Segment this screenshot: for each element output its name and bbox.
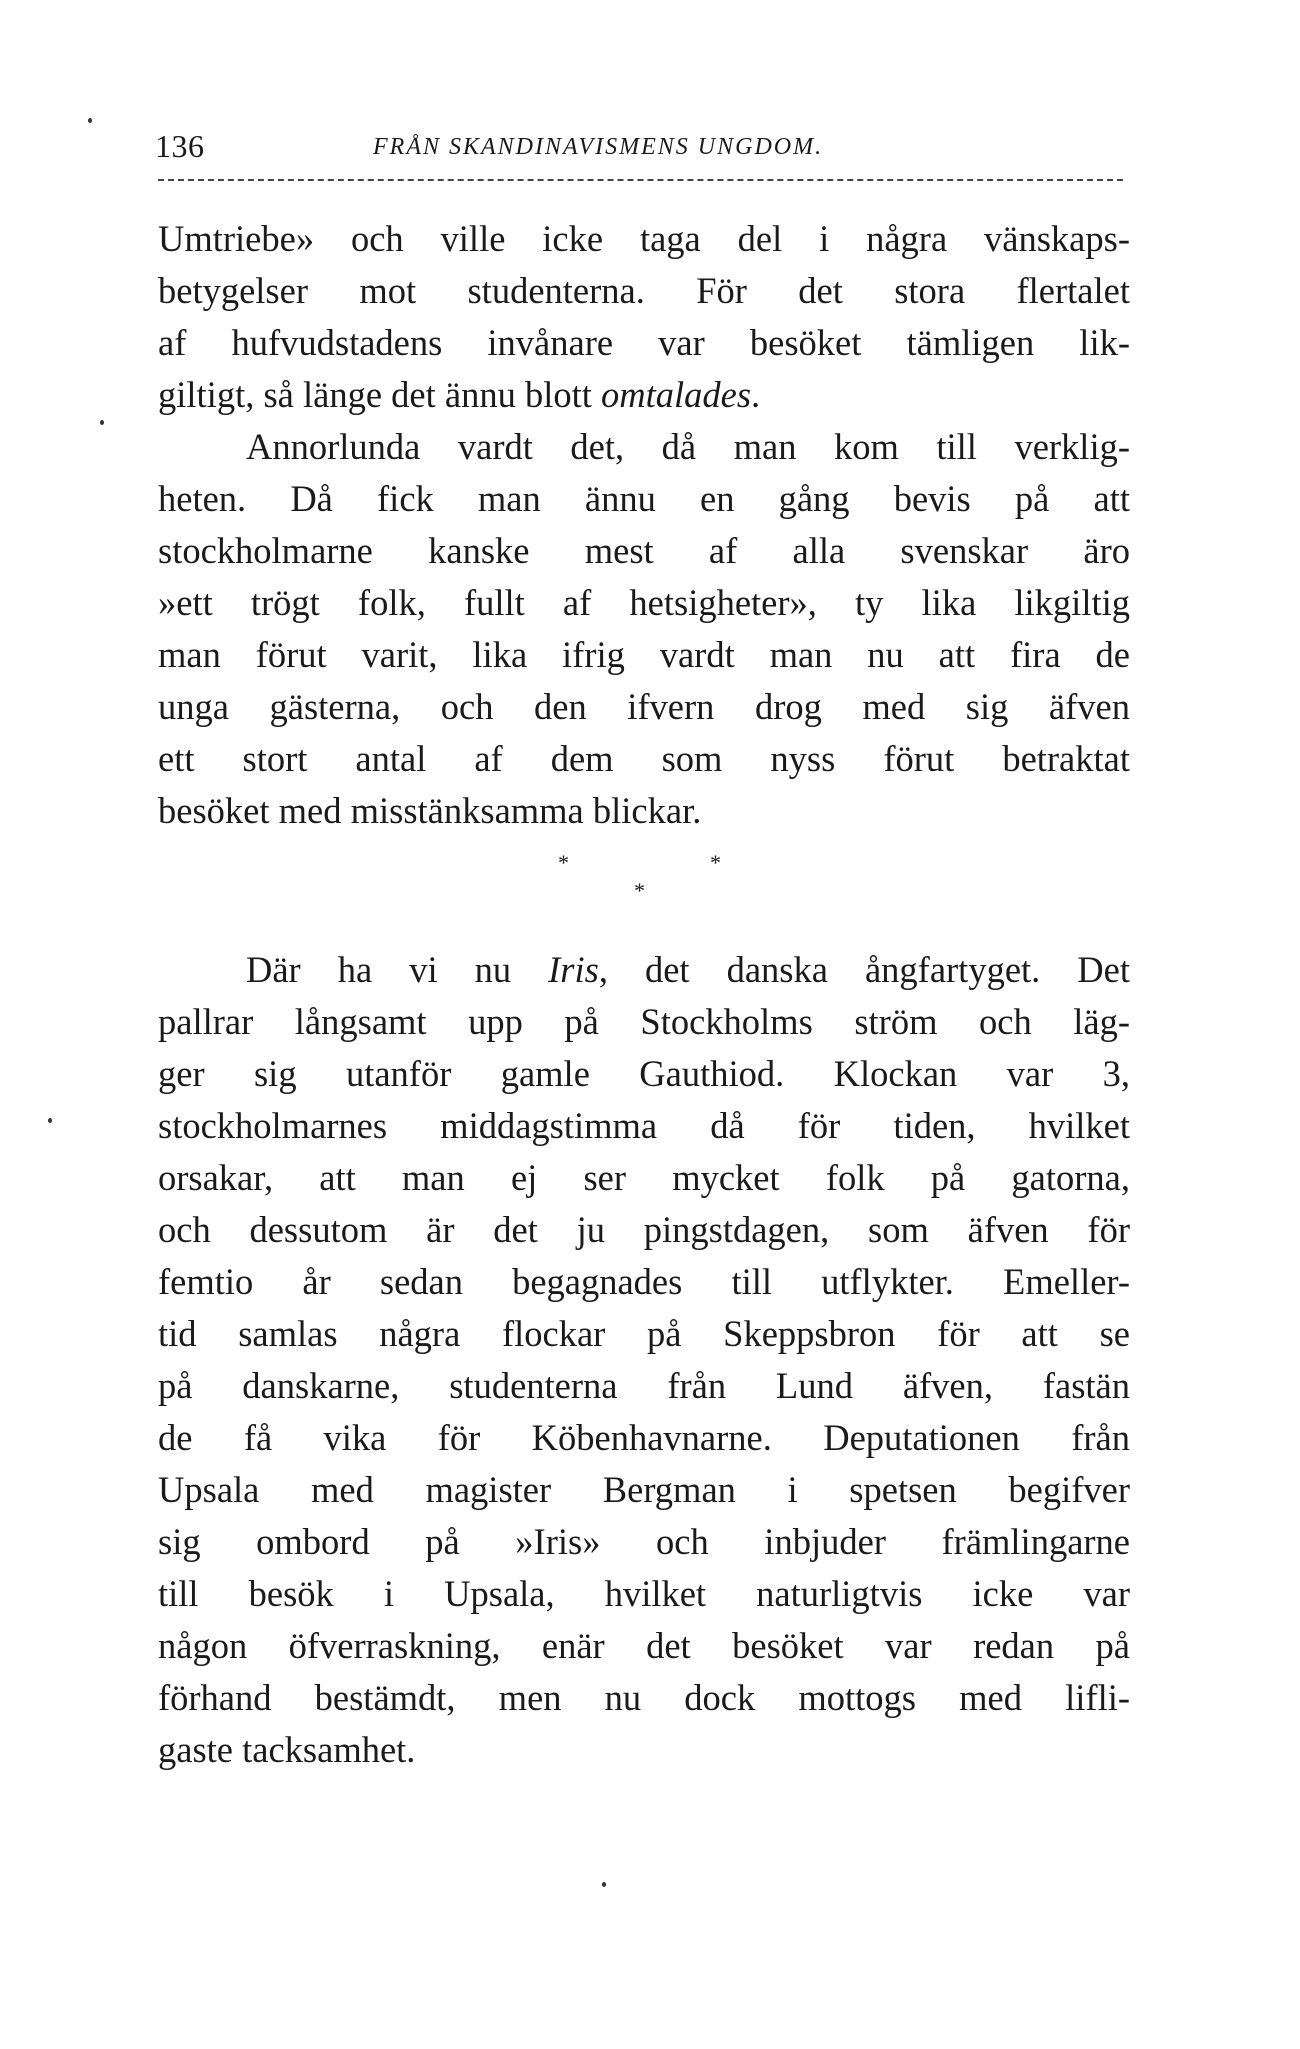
paragraph-line: ger sig utanför gamle Gauthiod. Klockan var 3,: [158, 1053, 1130, 1094]
text-block-lower: [158, 944, 1130, 1776]
paragraph-line: gaste tacksamhet.: [158, 1729, 416, 1770]
italic-word: omtalades: [601, 374, 752, 415]
paragraph-line: orsakar, att man ej ser mycket folk på gatorna,: [158, 1157, 1130, 1198]
paragraph-line: unga gästerna, och den ifvern drog med sig äfven: [158, 686, 1130, 727]
paragraph-line: Upsala med magister Bergman i spetsen begifver: [158, 1469, 1130, 1510]
paragraph-line: ett stort antal af dem som nyss förut betraktat: [158, 738, 1130, 779]
paragraph-line: femtio år sedan begagnades till utflykter. Emeller-: [158, 1261, 1130, 1302]
paper-speck: [48, 1118, 52, 1123]
paragraph-line: Umtriebe» och ville icke taga del i några vänskaps-: [158, 218, 1130, 259]
paragraph-line: någon öfverraskning, enär det besöket var redan på: [158, 1625, 1130, 1666]
paragraph-line: Annorlunda vardt det, då man kom till verklig-: [246, 426, 1130, 467]
paper-speck: [100, 420, 104, 425]
text-block-upper: [158, 213, 1130, 837]
paragraph-line: pallrar långsamt upp på Stockholms ström och läg-: [158, 1001, 1130, 1042]
paragraph-line: besöket med misstänksamma blickar.: [158, 790, 702, 831]
running-title: FRÅN SKANDINAVISMENS UNGDOM.: [373, 134, 824, 160]
paragraph-line: till besök i Upsala, hvilket naturligtvis icke var: [158, 1573, 1130, 1614]
paragraph-line: förhand bestämdt, men nu dock mottogs med lifli-: [158, 1677, 1130, 1718]
paragraph-line: heten. Då fick man ännu en gång bevis på att: [158, 478, 1130, 519]
paragraph-line: betygelser mot studenterna. För det stora flertalet: [158, 270, 1130, 311]
paragraph-line: stockholmarne kanske mest af alla svenskar äro: [158, 530, 1130, 571]
paragraph-line: »ett trögt folk, fullt af hetsigheter», ty lika likgiltig: [158, 582, 1130, 623]
page-number: 136: [155, 128, 205, 164]
paragraph-line: man förut varit, lika ifrig vardt man nu att fira de: [158, 634, 1130, 675]
paragraph-line: och dessutom är det ju pingstdagen, som äfven för: [158, 1209, 1130, 1250]
paper-speck: [88, 118, 92, 123]
paragraph-line: Där ha vi nu Iris, det danska ångfartyget. Det: [246, 949, 1130, 990]
paragraph-line: af hufvudstadens invånare var besöket tämligen lik-: [158, 322, 1130, 363]
paragraph-line: sig ombord på »Iris» och inbjuder främlingarne: [158, 1521, 1130, 1562]
separator-star: *: [634, 878, 645, 903]
paper-speck: [602, 1882, 606, 1887]
paragraph-line: stockholmarnes middagstimma då för tiden, hvilket: [158, 1105, 1130, 1146]
separator-star: *: [710, 850, 721, 875]
italic-word: Iris: [548, 949, 599, 990]
paragraph-line: på danskarne, studenterna från Lund äfven, fastän: [158, 1365, 1130, 1406]
page-header: [155, 128, 1150, 174]
paragraph-line: de få vika för Köbenhavnarne. Deputationen från: [158, 1417, 1130, 1458]
paragraph-line: tid samlas några flockar på Skeppsbron för att se: [158, 1313, 1130, 1354]
paragraph-line: giltigt, så länge det ännu blott omtalades.: [158, 374, 761, 415]
separator-star: *: [558, 850, 569, 875]
section-separator: [540, 850, 740, 910]
header-rule: [158, 179, 1123, 181]
